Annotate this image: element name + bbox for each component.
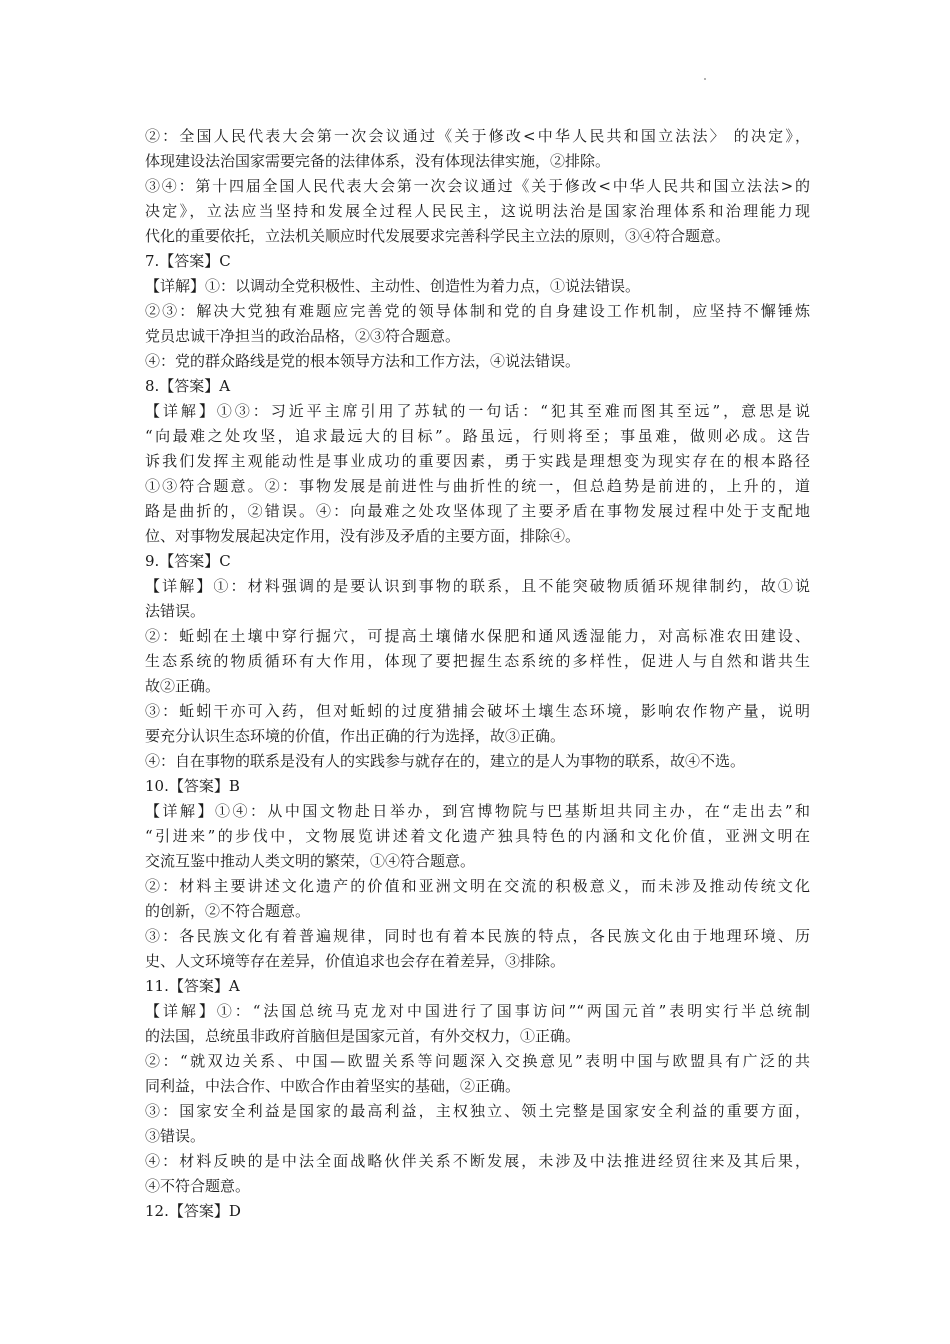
- text-line: ②：“就双边关系、中国—欧盟关系等问题深入交换意见”表明中国与欧盟具有广泛的共: [145, 1052, 810, 1070]
- text-line: 的法国，总统虽非政府首脑但是国家元首，有外交权力，①正确。: [145, 1027, 581, 1045]
- text-line: ②：材料主要讲述文化遗产的价值和亚洲文明在交流的积极意义，而未涉及推动传统文化: [145, 877, 810, 895]
- text-line: 史、人文环境等存在差异，价值追求也会存在着差异，③排除。: [145, 952, 566, 970]
- text-line: 【详解】①③：习近平主席引用了苏轼的一句话：“犯其至难而图其至远”，意思是说: [145, 402, 810, 420]
- text-line: 故②正确。: [145, 677, 221, 695]
- text-line: 7.【答案】C: [145, 252, 231, 270]
- text-line: ②：蚯蚓在土壤中穿行掘穴，可提高土壤储水保肥和通风透湿能力，对高标准农田建设、: [145, 627, 810, 645]
- text-line: 诉我们发挥主观能动性是事业成功的重要因素，勇于实践是理想变为现实存在的根本路径: [145, 452, 810, 470]
- text-line: ④：党的群众路线是党的根本领导方法和工作方法，④说法错误。: [145, 352, 581, 370]
- text-line: “引进来”的步伐中，文物展览讲述着文化遗产独具特色的内涵和文化价值，亚洲文明在: [145, 827, 810, 845]
- text-line: 【详解】①：“法国总统马克龙对中国进行了国事访问”“两国元首”表明实行半总统制: [145, 1002, 810, 1020]
- text-line: ③错误。: [145, 1127, 206, 1145]
- text-line: 路是曲折的，②错误。④：向最难之处攻坚体现了主要矛盾在事物发展过程中处于支配地: [145, 502, 810, 520]
- text-line: ①③符合题意。②：事物发展是前进性与曲折性的统一，但总趋势是前进的，上升的，道: [145, 477, 810, 495]
- text-line: “向最难之处攻坚，追求最远大的目标”。路虽远，行则将至；事虽难，做则必成。这告: [145, 427, 810, 445]
- text-line: 决定》，立法应当坚持和发展全过程人民民主，这说明法治是国家治理体系和治理能力现: [145, 202, 810, 220]
- text-line: 党员忠诚干净担当的政治品格，②③符合题意。: [145, 327, 461, 345]
- text-line: 代化的重要依托，立法机关顺应时代发展要求完善科学民主立法的原则，③④符合题意。: [145, 227, 731, 245]
- text-line: 9.【答案】C: [145, 552, 231, 570]
- text-line: 12.【答案】D: [145, 1202, 241, 1220]
- text-line: ④：材料反映的是中法全面战略伙伴关系不断发展，未涉及中法推进经贸往来及其后果，: [145, 1152, 810, 1170]
- text-line: 11.【答案】A: [145, 977, 240, 995]
- answer-explanations: [145, 124, 810, 1224]
- page-marker-dot: [704, 78, 706, 80]
- text-line: ③：各民族文化有着普遍规律，同时也有着本民族的特点，各民族文化由于地理环境、历: [145, 927, 810, 945]
- text-line: 要充分认识生态环境的价值，作出正确的行为选择，故③正确。: [145, 727, 566, 745]
- text-line: 体现建设法治国家需要完备的法律体系，没有体现法律实施，②排除。: [145, 152, 611, 170]
- text-line: 位、对事物发展起决定作用，没有涉及矛盾的主要方面，排除④。: [145, 527, 581, 545]
- text-line: 交流互鉴中推动人类文明的繁荣，①④符合题意。: [145, 852, 476, 870]
- text-line: ②③：解决大党独有难题应完善党的领导体制和党的自身建设工作机制，应坚持不懈锤炼: [145, 302, 810, 320]
- text-line: 的创新，②不符合题意。: [145, 902, 311, 920]
- text-line: 【详解】①：以调动全党积极性、主动性、创造性为着力点，①说法错误。: [145, 277, 641, 295]
- text-line: 10.【答案】B: [145, 777, 240, 795]
- text-line: ③④：第十四届全国人民代表大会第一次会议通过《关于修改<中华人民共和国立法法>的: [145, 177, 810, 195]
- text-line: ②：全国人民代表大会第一次会议通过《关于修改<中华人民共和国立法法〉 的决定》，: [145, 127, 810, 145]
- text-line: 法错误。: [145, 602, 206, 620]
- text-line: 同利益，中法合作、中欧合作由着坚实的基础，②正确。: [145, 1077, 521, 1095]
- text-line: ④不符合题意。: [145, 1177, 251, 1195]
- text-line: ③：国家安全利益是国家的最高利益，主权独立、领土完整是国家安全利益的重要方面，: [145, 1102, 810, 1120]
- text-line: ④：自在事物的联系是没有人的实践参与就存在的，建立的是人为事物的联系，故④不选。: [145, 752, 746, 770]
- text-line: 【详解】①④：从中国文物赴日举办，到宫博物院与巴基斯坦共同主办，在“走出去”和: [145, 802, 810, 820]
- text-line: 【详解】①：材料强调的是要认识到事物的联系，且不能突破物质循环规律制约，故①说: [145, 577, 810, 595]
- text-line: 8.【答案】A: [145, 377, 231, 395]
- text-line: 生态系统的物质循环有大作用，体现了要把握生态系统的多样性，促进人与自然和谐共生: [145, 652, 810, 670]
- text-line: ③：蚯蚓干亦可入药，但对蚯蚓的过度猎捕会破坏土壤生态环境，影响农作物产量，说明: [145, 702, 810, 720]
